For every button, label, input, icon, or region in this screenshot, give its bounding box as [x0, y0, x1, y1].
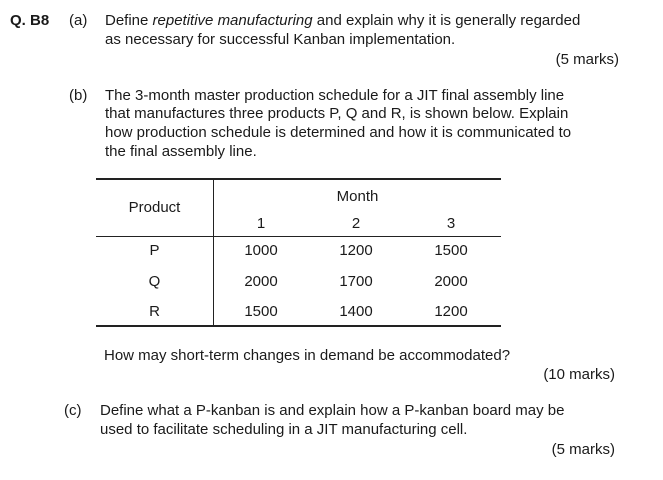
- month-1-header: 1: [256, 215, 266, 232]
- part-b-followup: How may short-term changes in demand be accommodated?: [104, 347, 511, 364]
- part-b-line2: that manufactures three products P, Q and R, is shown below. Explain: [105, 105, 569, 122]
- part-a-marks: (5 marks): [555, 51, 619, 68]
- part-b-marks: (10 marks): [543, 366, 615, 383]
- product-header: Product: [128, 199, 181, 216]
- part-a-line1: [105, 12, 580, 29]
- part-c-line1: Define what a P-kanban is and explain how a P-kanban board may be: [100, 402, 565, 419]
- row-p-month-1: 1000: [244, 242, 278, 259]
- month-3-header: 3: [446, 215, 456, 232]
- month-header: Month: [336, 188, 379, 205]
- part-c-label: (c): [64, 402, 82, 419]
- table-top-rule: [96, 178, 501, 180]
- row-r-product: R: [149, 303, 160, 320]
- table-bottom-rule: [96, 325, 501, 327]
- part-a-italic-term: repetitive manufacturing: [152, 12, 313, 29]
- part-a-line2: as necessary for successful Kanban implementation.: [105, 31, 456, 48]
- row-r-month-3: 1200: [434, 303, 468, 320]
- row-q-month-3: 2000: [434, 273, 468, 290]
- part-b-line3: how production schedule is determined and how it is communicated to: [105, 124, 572, 141]
- part-c-line2: used to facilitate scheduling in a JIT manufacturing cell.: [100, 421, 468, 438]
- part-b-line4: the final assembly line.: [105, 143, 257, 160]
- row-p-month-2: 1200: [339, 242, 373, 259]
- part-c-marks: (5 marks): [551, 441, 615, 458]
- table-header-rule: [96, 236, 501, 237]
- row-r-month-2: 1400: [339, 303, 373, 320]
- part-b-label: (b): [69, 87, 88, 104]
- question-number: Q. B8: [10, 12, 50, 29]
- row-q-month-2: 1700: [339, 273, 373, 290]
- part-b-line1: The 3-month master production schedule for a JIT final assembly line: [105, 87, 565, 104]
- row-q-month-1: 2000: [244, 273, 278, 290]
- month-2-header: 2: [351, 215, 361, 232]
- part-a-text-after: and explain why it is generally regarded: [312, 12, 581, 29]
- row-q-product: Q: [148, 273, 161, 290]
- part-a-label: (a): [69, 12, 88, 29]
- production-schedule-table: [96, 178, 501, 327]
- row-r-month-1: 1500: [244, 303, 278, 320]
- row-p-month-3: 1500: [434, 242, 468, 259]
- row-p-product: P: [149, 242, 160, 259]
- part-a-text-before: Define: [105, 12, 153, 29]
